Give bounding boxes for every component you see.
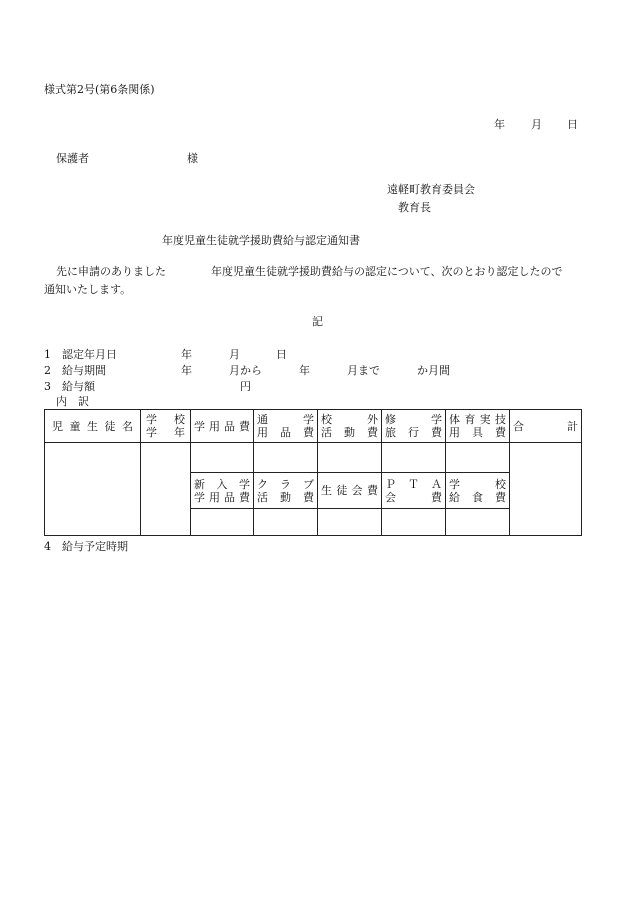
header-total: 合 計	[510, 410, 582, 443]
cell-trip	[382, 443, 446, 473]
recipient-label: 保護者	[56, 152, 89, 165]
header-grade-1: 学	[146, 426, 157, 439]
item1-number: 1	[44, 348, 51, 361]
header-outside-activities: 校 外 活動費	[318, 410, 382, 443]
item1-day: 日	[276, 348, 287, 361]
header-school-lunch: 学 校 給食費	[446, 473, 510, 509]
header-grade-2: 年	[174, 426, 185, 439]
document-title: 年度児童生徒就学援助費給与認定通知書	[162, 234, 360, 247]
item1-label: 認定年月日	[62, 348, 117, 361]
header-school-supplies: 学用品費	[191, 410, 254, 443]
header-school-2: 校	[174, 413, 185, 426]
item3-label: 給与額	[62, 380, 95, 393]
item2-label: 給与期間	[62, 364, 106, 377]
header-child-name: 児童生徒名	[45, 410, 141, 443]
header-commute-supplies: 通 学 用品費	[254, 410, 318, 443]
cell-pta	[382, 509, 446, 536]
ki-heading: 記	[312, 315, 323, 328]
item4-label: 給与予定時期	[62, 540, 128, 553]
body-text-main: 年度児童生徒就学援助費給与の認定について、次のとおり認定したので	[211, 265, 563, 278]
cell-enrollment	[191, 509, 254, 536]
body-text-start: 先に申請のありました	[56, 265, 166, 278]
item2-months: か月間	[417, 364, 450, 377]
sender-org: 遠軽町教育委員会	[387, 183, 475, 196]
cell-child-name	[45, 443, 141, 536]
item3-number: 3	[44, 380, 51, 393]
date-month: 月	[531, 118, 542, 131]
item3-unit: 円	[240, 380, 251, 393]
breakdown-label: 内 訳	[56, 395, 89, 408]
header-pe-equipment: 体育実技 用具費	[446, 410, 510, 443]
header-pta: ＰＴＡ 会 費	[382, 473, 446, 509]
body-text-end: 通知いたします。	[44, 283, 132, 296]
item2-year-start: 年	[181, 364, 192, 377]
recipient-honorific: 様	[187, 152, 198, 165]
sender-title: 教育長	[398, 201, 431, 214]
date-day: 日	[567, 118, 578, 131]
header-school-trip: 修 学 旅行費	[382, 410, 446, 443]
item2-month-to: 月まで	[347, 364, 380, 377]
cell-supplies	[191, 443, 254, 473]
item4-number: 4	[44, 540, 51, 553]
item2-year-end: 年	[299, 364, 310, 377]
item1-month: 月	[229, 348, 240, 361]
cell-club	[254, 509, 318, 536]
cell-total	[510, 443, 582, 536]
breakdown-table	[44, 409, 582, 536]
header-school-1: 学	[146, 413, 157, 426]
item1-year: 年	[181, 348, 192, 361]
cell-lunch	[446, 509, 510, 536]
cell-school-grade	[141, 443, 191, 536]
date-year: 年	[494, 118, 505, 131]
item2-month-from: 月から	[229, 364, 262, 377]
cell-pe	[446, 443, 510, 473]
form-number: 様式第2号(第6条関係)	[44, 83, 155, 96]
header-school-grade	[141, 410, 191, 443]
header-club-activities: クラブ 活動費	[254, 473, 318, 509]
header-new-enrollment: 新入学 学用品費	[191, 473, 254, 509]
cell-outside	[318, 443, 382, 473]
cell-council	[318, 509, 382, 536]
item2-number: 2	[44, 364, 51, 377]
cell-commute	[254, 443, 318, 473]
header-student-council: 生徒会費	[318, 473, 382, 509]
